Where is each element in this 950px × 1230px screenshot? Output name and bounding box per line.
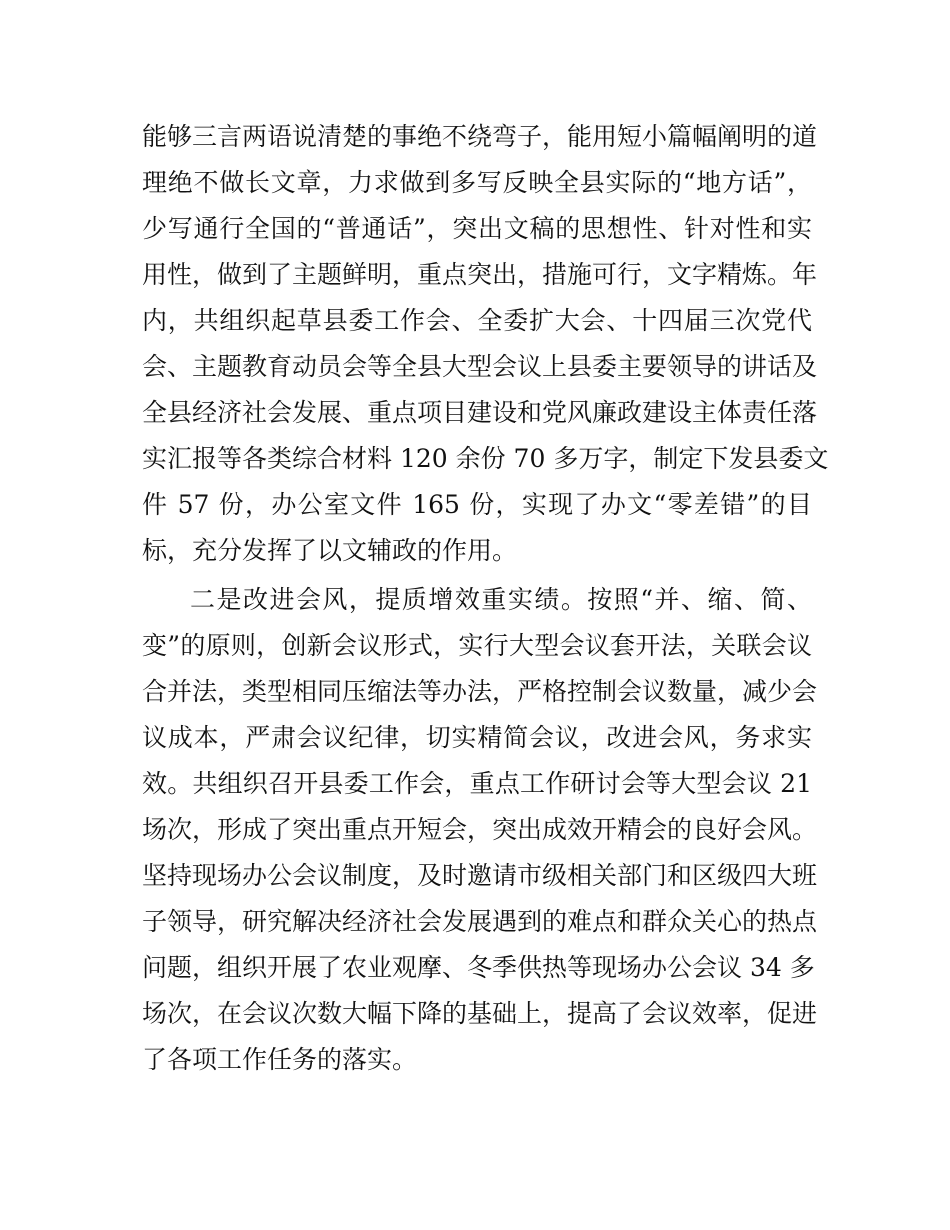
paragraph-line: 子领导，研究解决经济社会发展遇到的难点和群众关心的热点 <box>142 907 818 936</box>
paragraph-line: 内，共组织起草县委工作会、全委扩大会、十四届三次党代 <box>142 306 812 335</box>
paragraph-line: 议成本，严肃会议纪律，切实精简会议，改进会风，务求实 <box>142 723 812 752</box>
paragraph-line: 会、主题教育动员会等全县大型会议上县委主要领导的讲话及 <box>142 352 818 381</box>
paragraph-line: 能够三言两语说清楚的事绝不绕弯子，能用短小篇幅阐明的道 <box>142 122 818 151</box>
paragraph-line: 二是改进会风，提质增效重实绩。按照“并、缩、简、 <box>190 585 812 614</box>
paragraph-line: 理绝不做长文章，力求做到多写反映全县实际的“地方话”， <box>142 168 812 197</box>
paragraph-line: 用性，做到了主题鲜明，重点突出，措施可行，文字精炼。年 <box>142 260 818 289</box>
paragraph-line: 标，充分发挥了以文辅政的作用。 <box>142 536 518 565</box>
paragraph-line: 实汇报等各类综合材料 120 余份 70 多万字，制定下发县委文 <box>142 444 829 473</box>
paragraph-line: 件 57 份，办公室文件 165 份，实现了办文“零差错”的目 <box>142 490 812 519</box>
paragraph-line: 场次，在会议次数大幅下降的基础上，提高了会议效率，促进 <box>142 999 818 1028</box>
paragraph-line: 变”的原则，创新会议形式，实行大型会议套开法，关联会议 <box>142 631 812 660</box>
paragraph-line: 少写通行全国的“普通话”，突出文稿的思想性、针对性和实 <box>142 214 812 243</box>
paragraph-line: 坚持现场办公会议制度，及时邀请市级相关部门和区级四大班 <box>142 861 818 890</box>
paragraph-line: 问题，组织开展了农业观摩、冬季供热等现场办公会议 34 多 <box>142 953 815 982</box>
paragraph-line: 了各项工作任务的落实。 <box>142 1045 418 1074</box>
paragraph-line: 效。共组织召开县委工作会，重点工作研讨会等大型会议 21 <box>142 769 812 798</box>
paragraph-line: 合并法，类型相同压缩法等办法，严格控制会议数量，减少会 <box>142 677 818 706</box>
paragraph-line: 全县经济社会发展、重点项目建设和党风廉政建设主体责任落 <box>142 398 818 427</box>
paragraph-line: 场次，形成了突出重点开短会，突出成效开精会的良好会风。 <box>142 815 818 844</box>
